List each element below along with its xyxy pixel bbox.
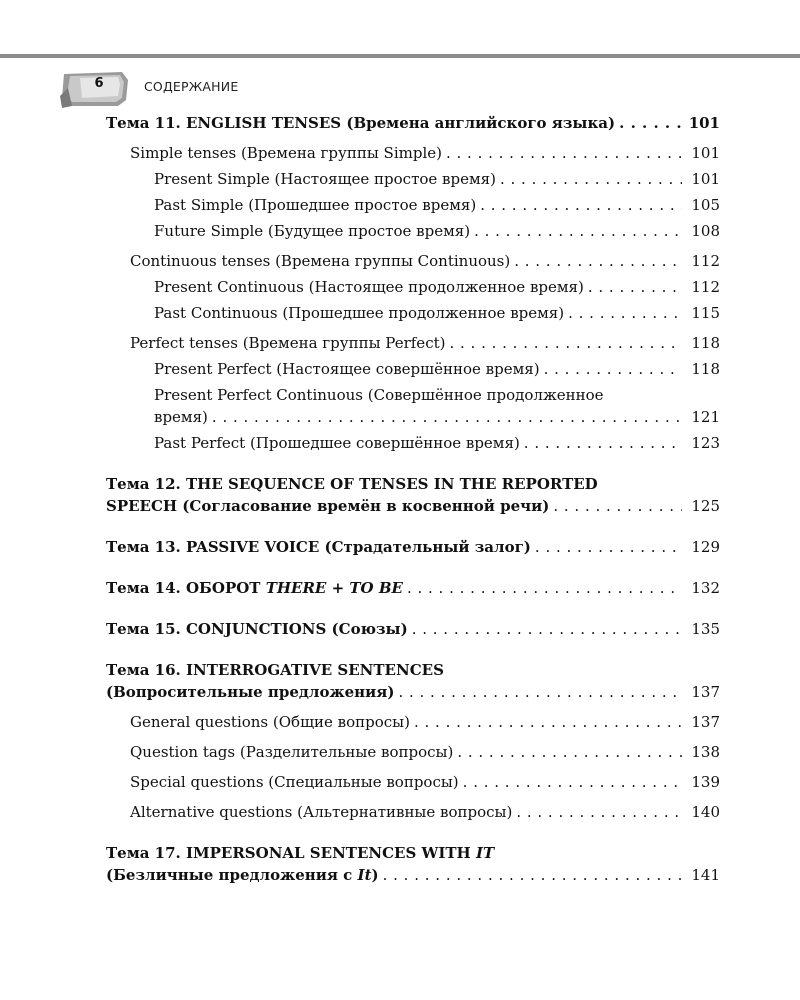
toc-entry-general-questions[interactable] [106,711,720,733]
dot-leader [457,741,682,763]
toc-entry-page: 115 [691,304,720,322]
dot-leader [480,194,682,216]
toc-entry-title-emphasis: It [357,866,372,884]
toc-entry-title: Тема 11. ENGLISH TENSES (Времена английского языка) [106,114,616,132]
table-of-contents [106,112,720,886]
dot-leader [412,618,682,640]
toc-entry-title: Present Continuous (Настоящее продолженное время) [154,278,584,296]
dot-leader [619,112,682,134]
toc-entry-simple-tenses[interactable] [106,142,720,164]
toc-entry-title-emphasis: THERE + TO BE [265,579,403,597]
toc-entry-title-prefix: (Безличные предложения с [106,866,358,884]
toc-entry-title: Simple tenses (Времена группы Simple) [130,144,442,162]
toc-entry-title: Alternative questions (Альтернативные вопросы) [130,803,513,821]
dot-leader [414,711,682,733]
toc-entry-topic-14[interactable] [106,577,720,599]
dot-leader [516,801,682,823]
toc-entry-topic-16[interactable] [106,659,720,703]
dot-leader [212,406,682,428]
toc-entry-page: 135 [691,620,720,638]
toc-entry-past-perfect[interactable] [106,432,720,454]
toc-entry-page: 101 [691,170,720,188]
running-head: СОДЕРЖАНИЕ [144,79,239,94]
toc-entry-question-tags[interactable] [106,741,720,763]
toc-entry-page: 125 [691,497,720,515]
dot-leader [474,220,682,242]
toc-entry-future-simple[interactable] [106,220,720,242]
toc-entry-title [106,577,403,599]
toc-entry-page: 108 [691,222,720,240]
top-rule [0,54,800,58]
toc-entry-title: Present Simple (Настоящее простое время) [154,170,496,188]
toc-entry-page: 112 [691,252,720,270]
toc-entry-title-line: Present Perfect Continuous (Совершённое продолженное [154,386,604,404]
toc-entry-page: 140 [691,803,720,821]
toc-entry-page: 101 [688,114,720,132]
toc-entry-title: Continuous tenses (Времена группы Continuous) [130,252,511,270]
toc-entry-page: 118 [691,360,720,378]
toc-entry-title: Future Simple (Будущее простое время) [154,222,471,240]
toc-entry-page: 137 [691,713,720,731]
dot-leader [463,771,682,793]
dot-leader [535,536,682,558]
toc-entry-title: Question tags (Разделительные вопросы) [130,743,454,761]
toc-entry-page: 141 [691,866,720,884]
toc-entry-page: 118 [691,334,720,352]
toc-entry-special-questions[interactable] [106,771,720,793]
toc-entry-page: 105 [691,196,720,214]
dot-leader [407,577,682,599]
dot-leader [568,302,682,324]
toc-entry-title: General questions (Общие вопросы) [130,713,410,731]
toc-entry-past-continuous[interactable] [106,302,720,324]
toc-entry-title [106,864,379,886]
toc-entry-perfect-tenses[interactable] [106,332,720,354]
toc-entry-present-perfect-continuous[interactable] [106,384,720,428]
toc-entry-title: Past Continuous (Прошедшее продолженное время) [154,304,565,322]
dot-leader [514,250,682,272]
toc-entry-title-line: Тема 12. THE SEQUENCE OF TENSES IN THE REPORTED [106,475,598,493]
toc-entry-topic-17[interactable] [106,842,720,886]
toc-entry-topic-11[interactable] [106,112,720,134]
page-number: 6 [94,76,104,91]
toc-entry-page: 129 [691,538,720,556]
toc-entry-present-simple[interactable] [106,168,720,190]
dot-leader [398,681,682,703]
toc-entry-topic-13[interactable] [106,536,720,558]
toc-entry-page: 123 [691,434,720,452]
toc-entry-topic-15[interactable] [106,618,720,640]
toc-entry-continuous-tenses[interactable] [106,250,720,272]
toc-entry-title-line [106,842,720,864]
toc-entry-page: 137 [691,683,720,701]
toc-entry-title-prefix: Тема 17. IMPERSONAL SENTENCES WITH [106,844,476,862]
toc-entry-page: 132 [691,579,720,597]
toc-entry-topic-12[interactable] [106,473,720,517]
toc-entry-page: 139 [691,773,720,791]
toc-entry-title-line: Тема 16. INTERROGATIVE SENTENCES [106,661,444,679]
toc-entry-title: время) [154,408,208,426]
dot-leader [446,142,682,164]
toc-entry-title: SPEECH (Согласование времён в косвенной речи) [106,497,550,515]
toc-entry-title-emphasis: IT [475,844,495,862]
toc-entry-title: Past Perfect (Прошедшее совершённое время) [154,434,520,452]
toc-entry-title-prefix: Тема 14. ОБОРОТ [106,579,266,597]
dot-leader [524,432,682,454]
dot-leader [588,276,682,298]
toc-entry-page: 112 [691,278,720,296]
toc-entry-title: Perfect tenses (Времена группы Perfect) [130,334,446,352]
toc-entry-past-simple[interactable] [106,194,720,216]
toc-entry-title: Present Perfect (Настоящее совершённое время) [154,360,540,378]
dot-leader [553,495,682,517]
toc-entry-page: 138 [691,743,720,761]
toc-entry-title: Past Simple (Прошедшее простое время) [154,196,477,214]
toc-entry-title: Тема 13. PASSIVE VOICE (Страдательный залог) [106,538,531,556]
toc-entry-page: 121 [691,408,720,426]
dot-leader [544,358,682,380]
toc-entry-title: (Вопросительные предложения) [106,683,395,701]
dot-leader [449,332,682,354]
toc-entry-title: Special questions (Специальные вопросы) [130,773,459,791]
toc-entry-present-continuous[interactable] [106,276,720,298]
toc-entry-page: 101 [691,144,720,162]
toc-entry-title-suffix: ) [371,866,379,884]
toc-entry-present-perfect[interactable] [106,358,720,380]
toc-entry-alternative-questions[interactable] [106,801,720,823]
toc-entry-title: Тема 15. CONJUNCTIONS (Союзы) [106,620,408,638]
dot-leader [383,864,682,886]
dot-leader [500,168,682,190]
